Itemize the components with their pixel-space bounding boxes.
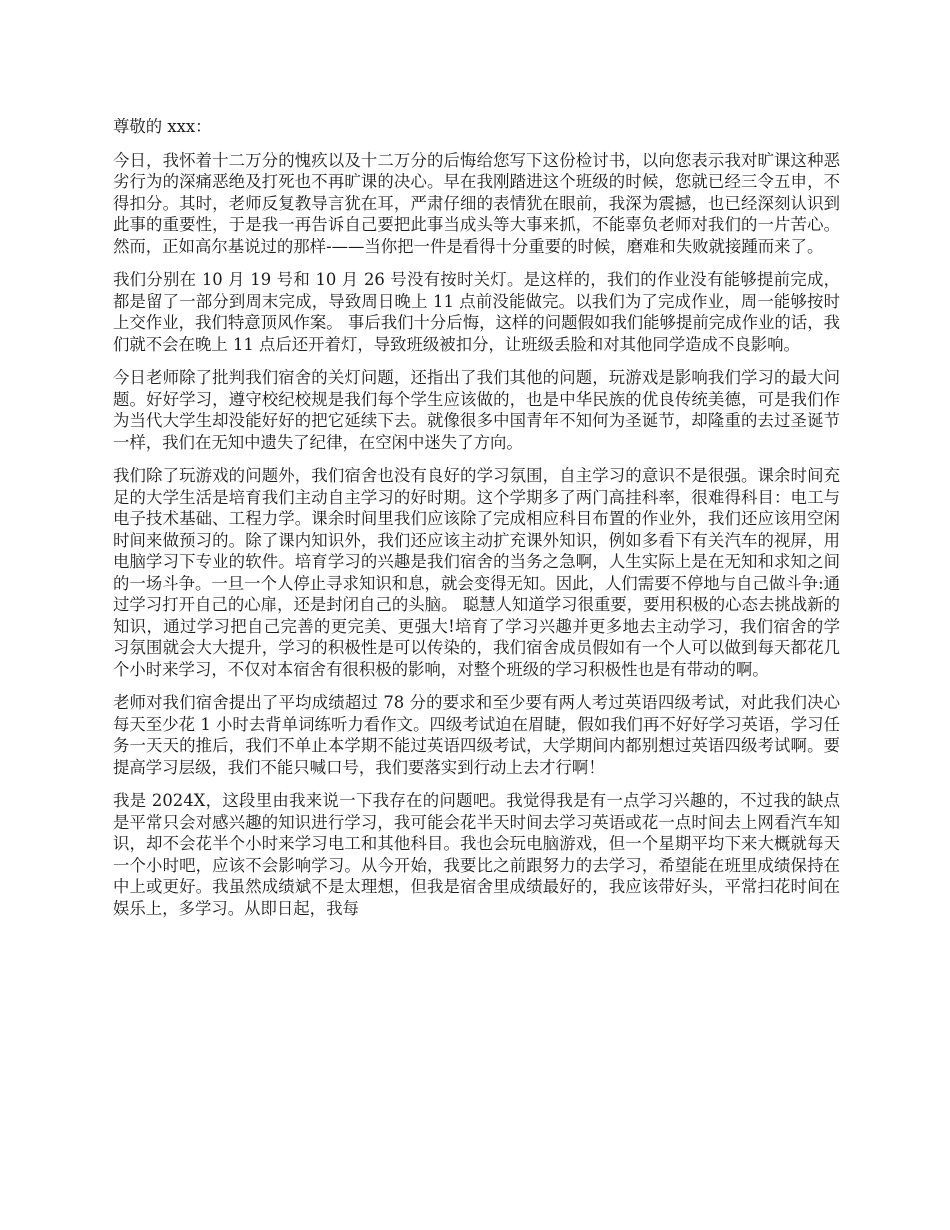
paragraph-english-exam: 老师对我们宿舍提出了平均成绩超过 78 分的要求和至少要有两人考过英语四级考试，对此我们决心每天至少花 1 小时去背单词练听力看作文。四级考试迫在眉睫，假如我们再不好好学习英语，学习任务一天天的推后，我们不单止本学期不能过英语四级考试，大学期间内都别想过英语四级考试啊。要提高学习层级，我们不能只喊口号，我们要落实到行动上去才行啊！ <box>113 693 840 777</box>
letter-body <box>113 116 840 931</box>
salutation: 尊敬的 xxx： <box>113 117 212 136</box>
paragraph-study-atmosphere: 我们除了玩游戏的问题外，我们宿舍也没有良好的学习氛围，自主学习的意识不是很强。课余时间充足的大学生活是培育我们主动自主学习的好时期。这个学期多了两门高挂科率，很难得科目：电工与电子技术基础、工程力学。课余时间里我们应该除了完成相应科目布置的作业外，我们还应该用空闲时间来做预习的。除了课内知识外，我们还应该主动扩充课外知识，例如多看下有关汽车的视屏，用电脑学习下专业的软件。培育学习的兴趣是我们宿舍的当务之急啊，人生实际上是在无知和求知之间的一场斗争。一旦一个人停止寻求知识和息，就会变得无知。因此，人们需要不停地与自己做斗争:通过学习打开自己的心扉，还是封闭自己的头脑。 聪慧人知道学习很重要，要用积极的心态去挑战新的知识，通过学习把自己完善的更完美、更强大!培育了学习兴趣并更多地去主动学习，我们宿舍的学习氛围就会大大提升，学习的积极性是可以传染的，我们宿舍成员假如有一个人可以做到每天都花几个小时来学习，不仅对本宿舍有很积极的影响，对整个班级的学习积极性也是有带动的啊。 <box>113 466 840 679</box>
paragraph-lights-out: 我们分别在 10 月 19 号和 10 月 26 号没有按时关灯。是这样的，我们的作业没有能够提前完成，都是留了一部分到周末完成，导致周日晚上 11 点前没能做完。以我们为了完成作业，周一能够按时上交作业，我们特意顶风作案。 事后我们十分后悔，这样的问题假如我们能够提前完成作业的话，我们就不会在晚上 11 点后还开着灯，导致班级被扣分，让班级丢脸和对其他同学造成不良影响。 <box>113 270 840 354</box>
paragraph-gaming: 今日老师除了批判我们宿舍的关灯问题，还指出了我们其他的问题，玩游戏是影响我们学习的最大问题。好好学习，遵守校纪校规是我们每个学生应该做的，也是中华民族的优良传统美德，可是我们作为当代大学生却没能好好的把它延续下去。就像很多中国青年不知何为圣诞节，却隆重的去过圣诞节一样，我们在无知中遗失了纪律，在空闲中迷失了方向。 <box>113 368 840 452</box>
paragraph-self-reflection: 我是 2024X，这段里由我来说一下我存在的问题吧。我觉得我是有一点学习兴趣的，不过我的缺点是平常只会对感兴趣的知识进行学习，我可能会花半天时间去学习英语或花一点时间去上网看汽车知识，却不会花半个小时来学习电工和其他科目。我也会玩电脑游戏，但一个星期平均下来大概就每天一个小时吧，应该不会影响学习。从今开始，我要比之前跟努力的去学习，希望能在班里成绩保持在中上或更好。我虽然成绩斌不是太理想，但我是宿舍里成绩最好的，我应该带好头，平常扫花时间在娱乐上，多学习。从即日起，我每 <box>113 791 840 918</box>
paragraph-apology: 今日，我怀着十二万分的愧疚以及十二万分的后悔给您写下这份检讨书，以向您表示我对旷课这种恶劣行为的深痛恶绝及打死也不再旷课的决心。早在我刚踏进这个班级的时候，您就已经三令五申，不得扣分。其时，老师反复教导言犹在耳，严肃仔细的表情犹在眼前，我深为震撼，也已经深刻认识到此事的重要性，于是我一再告诉自己要把此事当成头等大事来抓，不能辜负老师对我们的一片苦心。然而，正如高尔基说过的那样-——当你把一件是看得十分重要的时候，磨难和失败就接踵而来了。 <box>113 150 840 256</box>
